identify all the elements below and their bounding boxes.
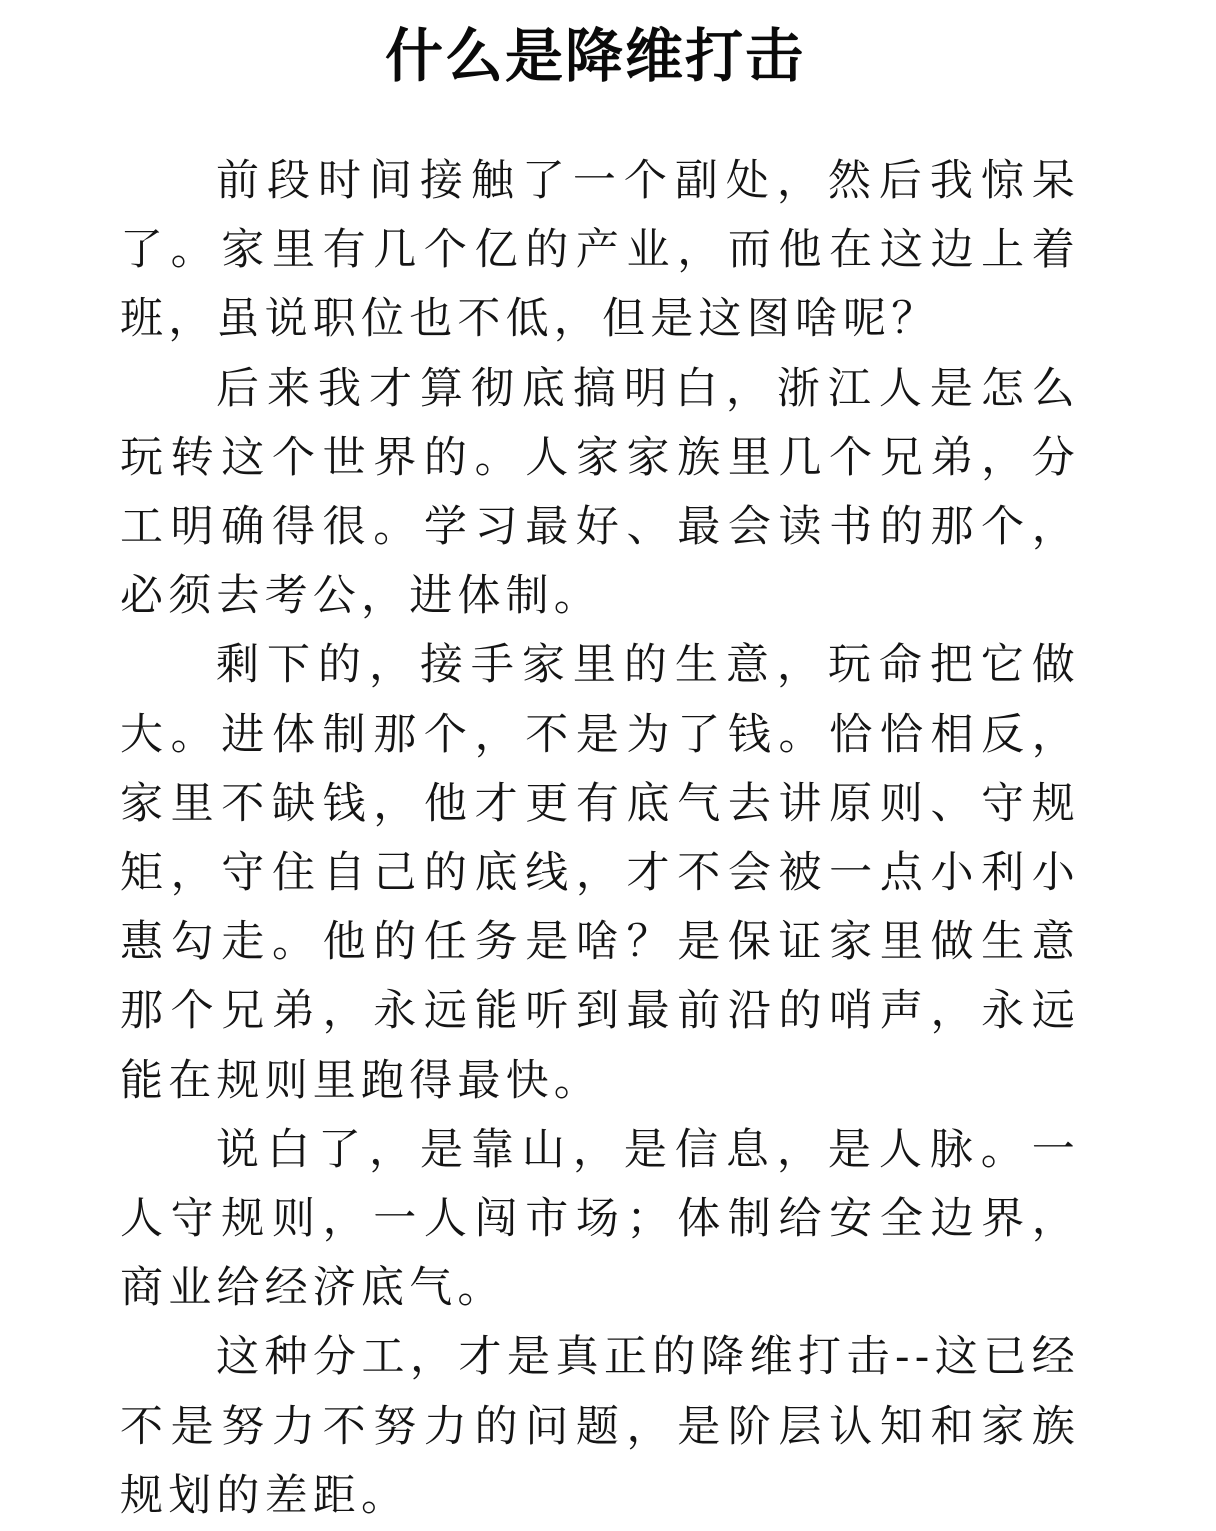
article-body [120, 147, 1080, 1531]
paragraph-1: 前段时间接触了一个副处，然后我惊呆了。家里有几个亿的产业，而他在这边上着班，虽说职位也不低，但是这图啥呢？ [120, 156, 1080, 345]
paragraph-5: 这种分工，才是真正的降维打击--这已经不是努力不努力的问题，是阶层认知和家族规划的差距。 [120, 1332, 1080, 1521]
paragraph-3: 剩下的，接手家里的生意，玩命把它做大。进体制那个，不是为了钱。恰恰相反，家里不缺钱，他才更有底气去讲原则、守规矩，守住自己的底线，才不会被一点小利小惠勾走。他的任务是啥？是保证家里做生意那个兄弟，永远能听到最前沿的哨声，永远能在规则里跑得最快。 [120, 640, 1080, 1106]
paragraph-4: 说白了，是靠山，是信息，是人脉。一人守规则，一人闯市场；体制给安全边界，商业给经济底气。 [120, 1124, 1080, 1314]
article-title: 什么是降维打击 [384, 22, 805, 90]
paragraph-2: 后来我才算彻底搞明白，浙江人是怎么玩转这个世界的。人家家族里几个兄弟，分工明确得很。学习最好、最会读书的那个，必须去考公，进体制。 [120, 363, 1080, 622]
